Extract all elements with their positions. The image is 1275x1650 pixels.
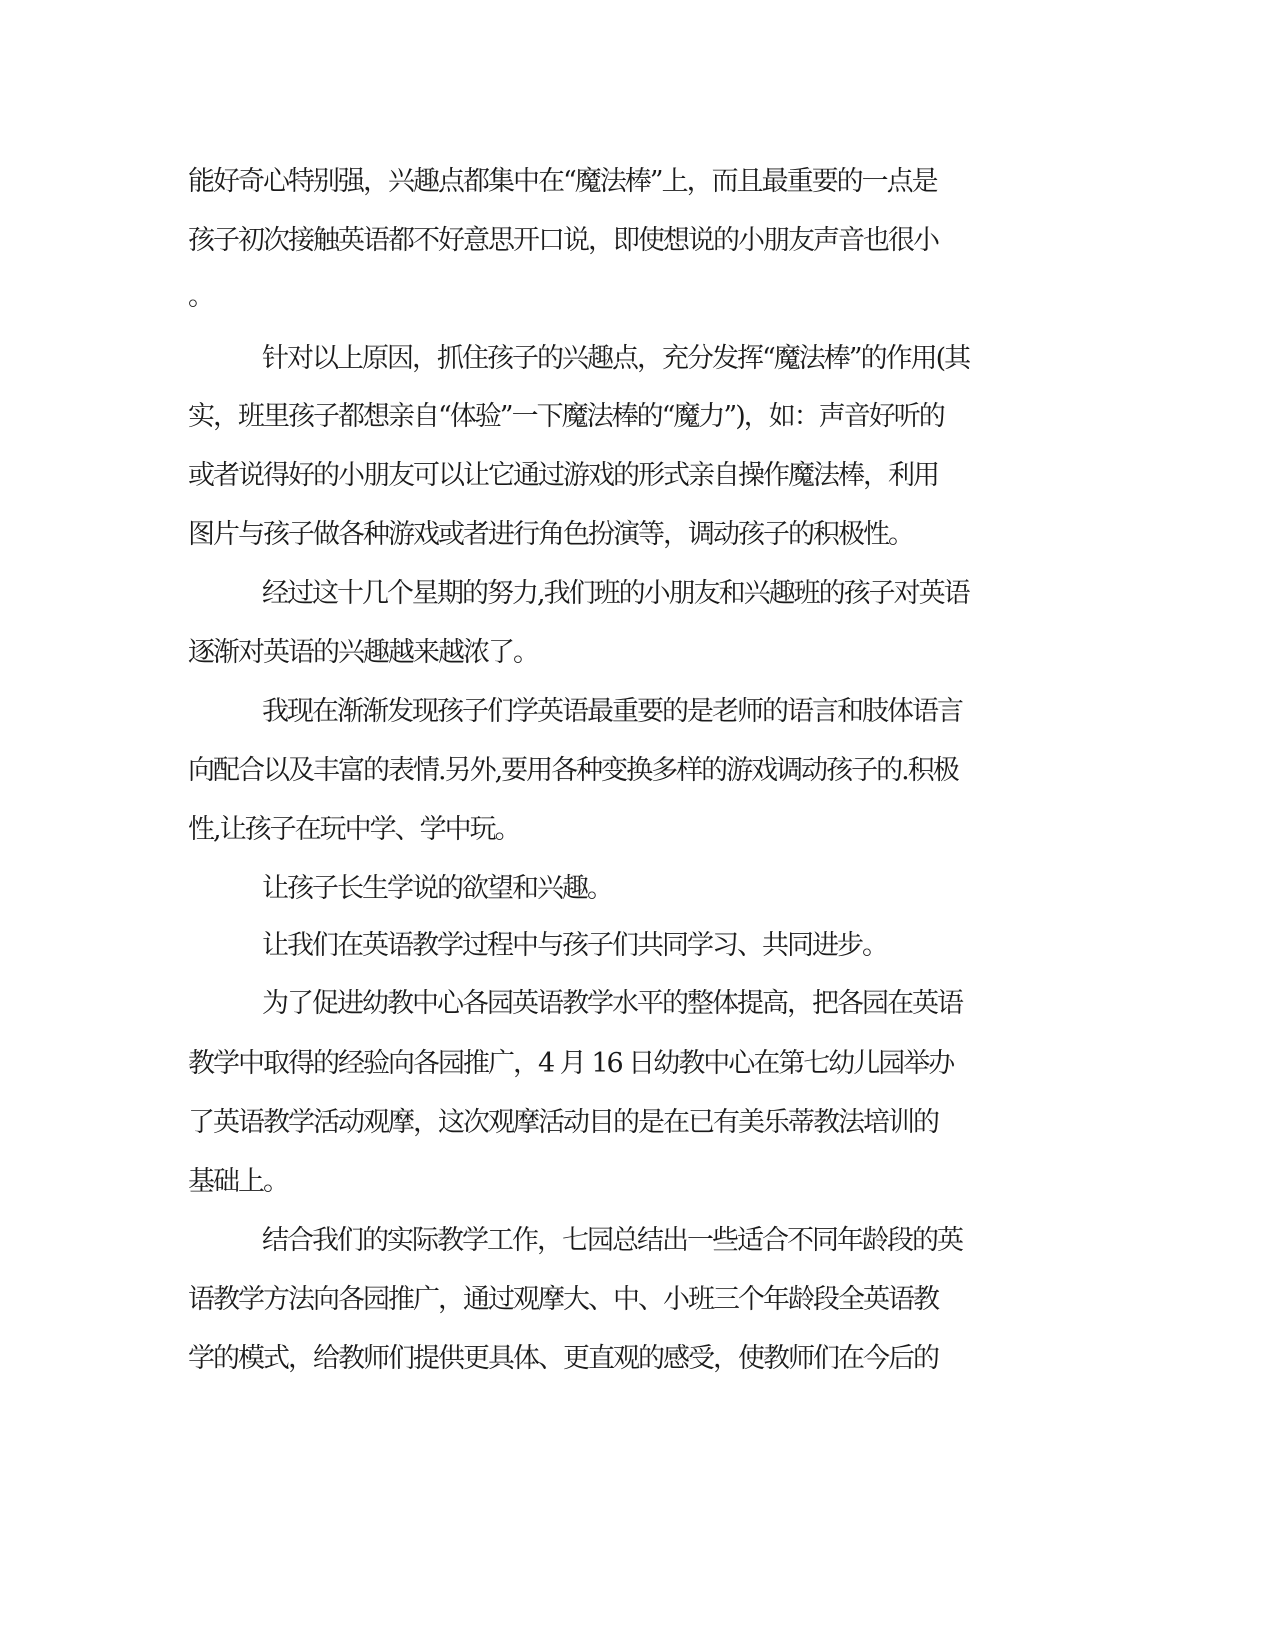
paragraph-start-line: 让孩子长生学说的欲望和兴趣。 <box>262 873 612 904</box>
text-line: 逐渐对英语的兴趣越来越浓了。 <box>188 637 538 668</box>
text-line: 或者说得好的小朋友可以让它通过游戏的形式亲自操作魔法棒，利用 <box>188 460 938 491</box>
text-line: 基础上。 <box>188 1166 288 1197</box>
text-line: 孩子初次接触英语都不好意思开口说，即使想说的小朋友声音也很小 <box>188 225 938 256</box>
paragraph-start-line: 结合我们的实际教学工作，七园总结出一些适合不同年龄段的英 <box>262 1225 962 1256</box>
text-line: 。 <box>188 281 213 312</box>
text-line: 学的模式，给教师们提供更具体、更直观的感受，使教师们在今后的 <box>188 1343 938 1374</box>
text-line: 图片与孩子做各种游戏或者进行角色扮演等，调动孩子的积极性。 <box>188 519 913 550</box>
text-line: 能好奇心特别强，兴趣点都集中在“魔法棒”上，而且最重要的一点是 <box>188 166 937 197</box>
text-line: 实，班里孩子都想亲自“体验”一下魔法棒的“魔力”)，如：声音好听的 <box>188 401 944 432</box>
paragraph-start-line: 针对以上原因，抓住孩子的兴趣点，充分发挥“魔法棒”的作用(其 <box>262 343 970 374</box>
text-line: 了英语教学活动观摩，这次观摩活动目的是在已有美乐蒂教法培训的 <box>188 1107 938 1138</box>
text-line: 教学中取得的经验向各园推广，4 月 16 日幼教中心在第七幼儿园举办 <box>188 1048 954 1079</box>
paragraph-start-line: 我现在渐渐发现孩子们学英语最重要的是老师的语言和肢体语言 <box>262 696 962 727</box>
text-line: 性,让孩子在玩中学、学中玩。 <box>188 814 520 845</box>
paragraph-start-line: 让我们在英语教学过程中与孩子们共同学习、共同进步。 <box>262 930 887 961</box>
paragraph-start-line: 经过这十几个星期的努力,我们班的小朋友和兴趣班的孩子对英语 <box>262 578 969 609</box>
paragraph-start-line: 为了促进幼教中心各园英语教学水平的整体提高，把各园在英语 <box>262 988 962 1019</box>
text-line: 向配合以及丰富的表情.另外,要用各种变换多样的游戏调动孩子的.积极 <box>188 755 958 786</box>
text-line: 语教学方法向各园推广，通过观摩大、中、小班三个年龄段全英语教 <box>188 1284 938 1315</box>
